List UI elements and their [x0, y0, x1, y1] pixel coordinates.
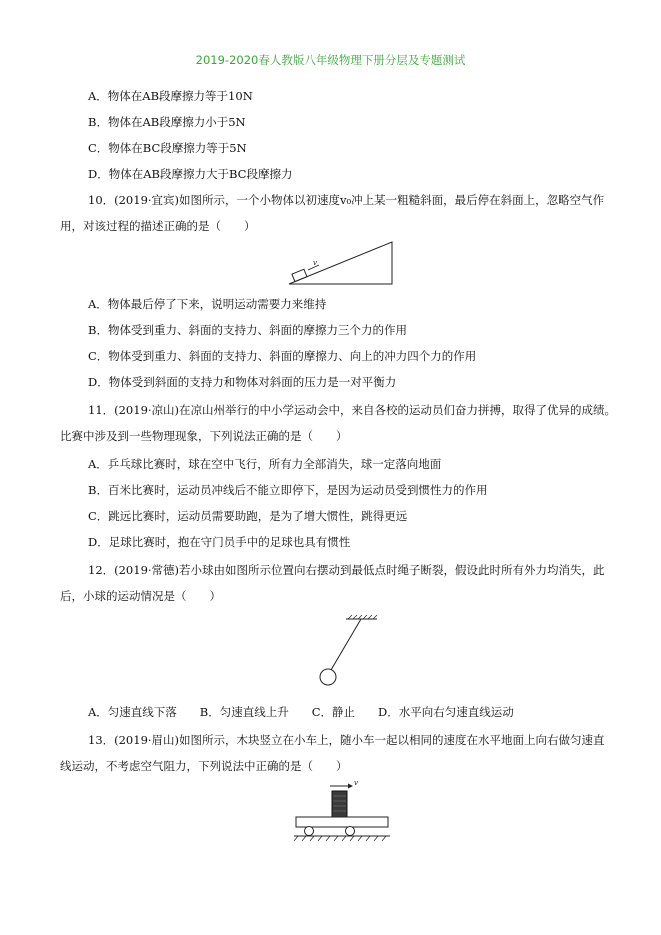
cart-velocity-label: v [354, 779, 358, 787]
q11-option-a: A．乒乓球比赛时，球在空中飞行，所有力全部消失，球一定落向地面 [88, 457, 442, 471]
q11-stem-line1: 11．(2019·凉山)在凉山州举行的中小学运动会中，来自各校的运动员们奋力拼搏，取得了优异的成绩。 [88, 403, 617, 417]
q12-options: A．匀速直线下落 B．匀速直线上升 C．静止 D．水平向右匀速直线运动 [88, 705, 514, 719]
incline-figure [285, 238, 400, 288]
q11-stem-line2: 比赛中涉及到一些物理现象，下列说法正确的是（ ） [60, 429, 348, 443]
q13-stem-line2: 线运动，不考虑空气阻力，下列说法中正确的是（ ） [60, 759, 348, 773]
q10-option-c: C．物体受到重力、斜面的支持力、斜面的摩擦力、向上的冲力四个力的作用 [88, 349, 477, 363]
pendulum-string [331, 619, 361, 670]
q10-stem-line1: 10．(2019·宜宾)如图所示，一个小物体以初速度v₀冲上某一粗糙斜面，最后停在斜面上，忽略空气作 [88, 193, 605, 207]
q12-stem-line2: 后，小球的运动情况是（ ） [60, 589, 221, 603]
q9-option-b: B．物体在AB段摩擦力小于5N [88, 115, 246, 129]
pendulum-figure [315, 614, 385, 690]
q11-option-c: C．跳远比赛时，运动员需要助跑，是为了增大惯性，跳得更远 [88, 509, 408, 523]
velocity-label: v [313, 259, 317, 267]
q11-option-b: B．百米比赛时，运动员冲线后不能立即停下，是因为运动员受到惯性力的作用 [88, 483, 488, 497]
q12-stem-line1: 12．(2019·常德)若小球由如图所示位置向右摆动到最低点时绳子断裂，假设此时所有外力均消失，此 [88, 563, 605, 577]
wooden-block [332, 791, 347, 817]
q9-option-c: C．物体在BC段摩擦力等于5N [88, 141, 247, 155]
pendulum-ball [320, 669, 336, 685]
q10-option-d: D．物体受到斜面的支持力和物体对斜面的压力是一对平衡力 [88, 375, 397, 389]
small-block [292, 269, 307, 281]
q9-option-a: A．物体在AB段摩擦力等于10N [88, 89, 253, 103]
q9-option-d: D．物体在AB段摩擦力大于BC段摩擦力 [88, 167, 293, 181]
q13-stem-line1: 13．(2019·眉山)如图所示，木块竖立在小车上，随小车一起以相同的速度在水平地面上向右做匀速直 [88, 733, 605, 747]
arrowhead-icon [348, 784, 353, 789]
ground-hatch [294, 836, 386, 841]
cart-figure [292, 778, 392, 844]
q11-option-d: D．足球比赛时，抱在守门员手中的足球也具有惯性 [88, 535, 351, 549]
q10-option-b: B．物体受到重力、斜面的支持力、斜面的摩擦力三个力的作用 [88, 323, 407, 337]
cart-body [296, 817, 388, 827]
page-header-title: 2019-2020春人教版八年级物理下册分层及专题测试 [195, 53, 466, 67]
q10-option-a: A．物体最后停了下来，说明运动需要力来维持 [88, 297, 327, 311]
cart-wheel-right [346, 827, 355, 836]
cart-wheel-left [305, 827, 314, 836]
q10-stem-line2: 用，对该过程的描述正确的是（ ） [60, 219, 256, 233]
ceiling-hatch [348, 615, 377, 619]
